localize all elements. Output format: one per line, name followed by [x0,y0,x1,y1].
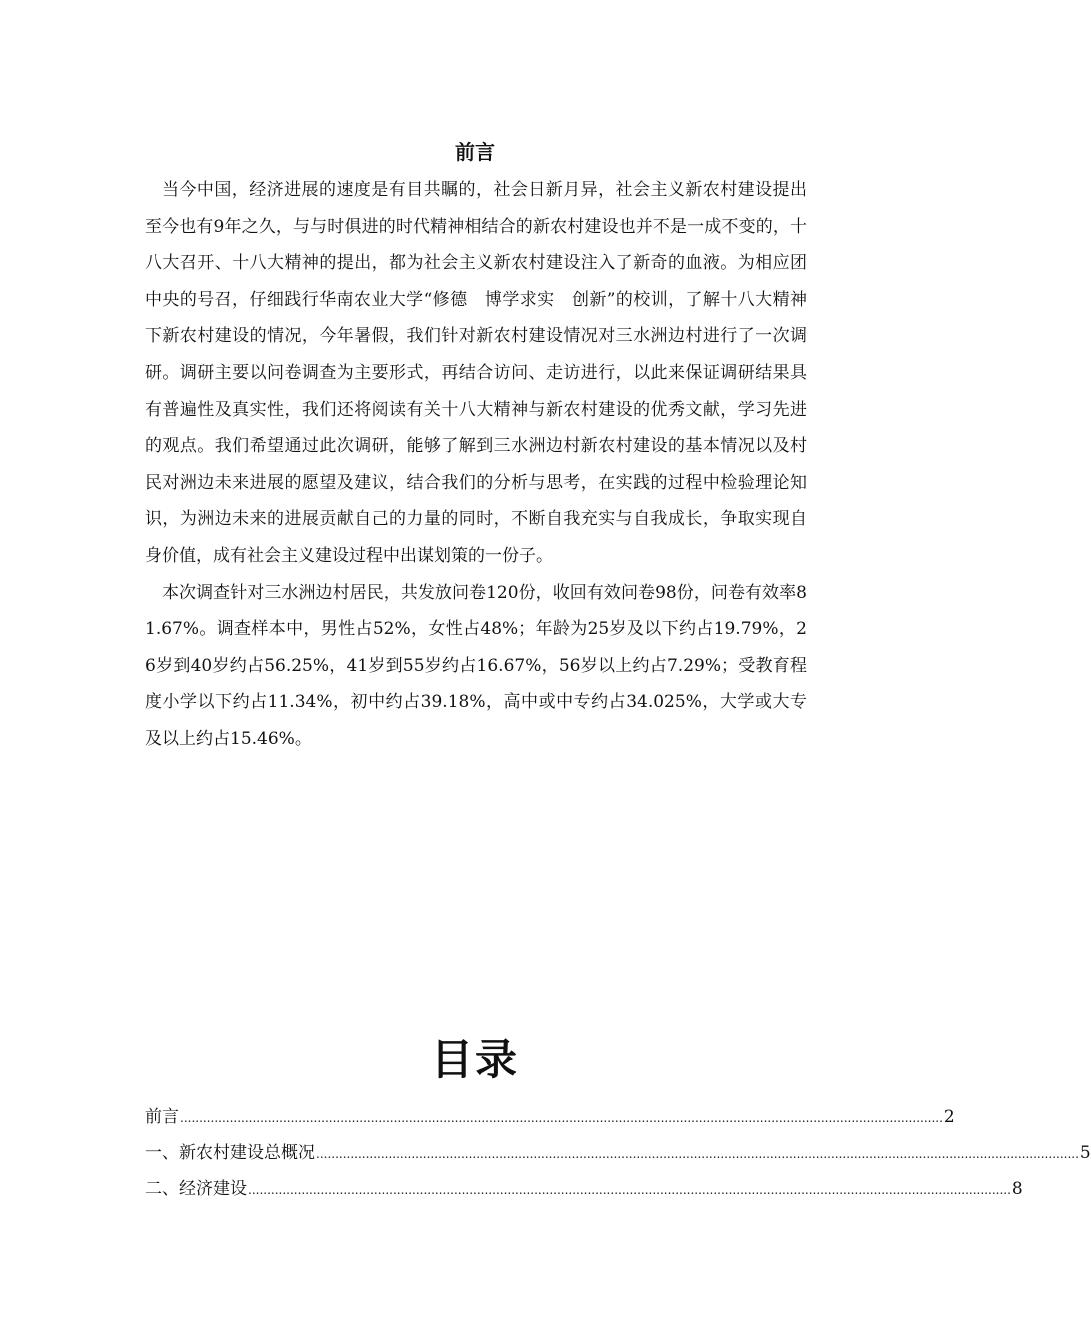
toc-dot-leader: ........................................................................................................................................................................................................ [316,1147,1079,1161]
toc-entry-preface[interactable] [145,1099,955,1135]
toc-entry-page: 2 [943,1107,955,1127]
toc-entry-label: 一、新农村建设总概况 [145,1143,315,1163]
toc-entry-page: 8 [1011,1179,1023,1199]
preface-paragraph: 本次调查针对三水洲边村居民，共发放问卷120份，收回有效问卷98份，问卷有效率81.67%。调查样本中，男性占52%，女性占48%；年龄为25岁及以下约占19.79%，26岁到40岁约占56.25%，41岁到55岁约占16.67%，56岁以上约占7.29%；受教育程度小学以下约占11.34%，初中约占39.18%，高中或中专约占34.025%，大学或大专及以上约占15.46%。 [145,582,807,749]
preface-paragraph: 当今中国，经济进展的速度是有目共瞩的，社会日新月异，社会主义新农村建设提出至今也有9年之久，与与时俱进的时代精神相结合的新农村建设也并不是一成不变的，十八大召开、十八大精神的提出，都为社会主义新农村建设注入了新奇的血液。为相应团中央的号召，仔细践行华南农业大学“修德 博学求实 创新”的校训，了解十八大精神下新农村建设的情况，今年暑假，我们针对新农村建设情况对三水洲边村进行了一次调研。调研主要以问卷调查为主要形式，再结合访问、走访进行，以此来保证调研结果具有普遍性及真实性，我们还将阅读有关十八大精神与新农村建设的优秀文献，学习先进的观点。我们希望通过此次调研，能够了解到三水洲边村新农村建设的基本情况以及村民对洲边未来进展的愿望及建议，结合我们的分析与思考，在实践的过程中检验理论知识，为洲边未来的进展贡献自己的力量的同时，不断自我充实与自我成长，争取实现自身价值，成有社会主义建设过程中出谋划策的一份子。 [145,180,807,566]
table-of-contents [145,1099,1091,1207]
toc-entry-label: 二、经济建设 [145,1179,247,1199]
preface-body [145,172,807,758]
toc-entry-label: 前言 [145,1107,179,1127]
toc-entry-page: 5 [1079,1143,1091,1163]
toc-entry-overview[interactable] [145,1135,1091,1171]
toc-dot-leader: ........................................................................................................................................................................................................ [248,1183,1011,1197]
preface-title: 前言 [455,140,495,164]
toc-dot-leader: ........................................................................................................................................................................................................ [180,1111,943,1125]
toc-entry-economy[interactable] [145,1171,1023,1207]
toc-title: 目录 [430,1035,519,1084]
